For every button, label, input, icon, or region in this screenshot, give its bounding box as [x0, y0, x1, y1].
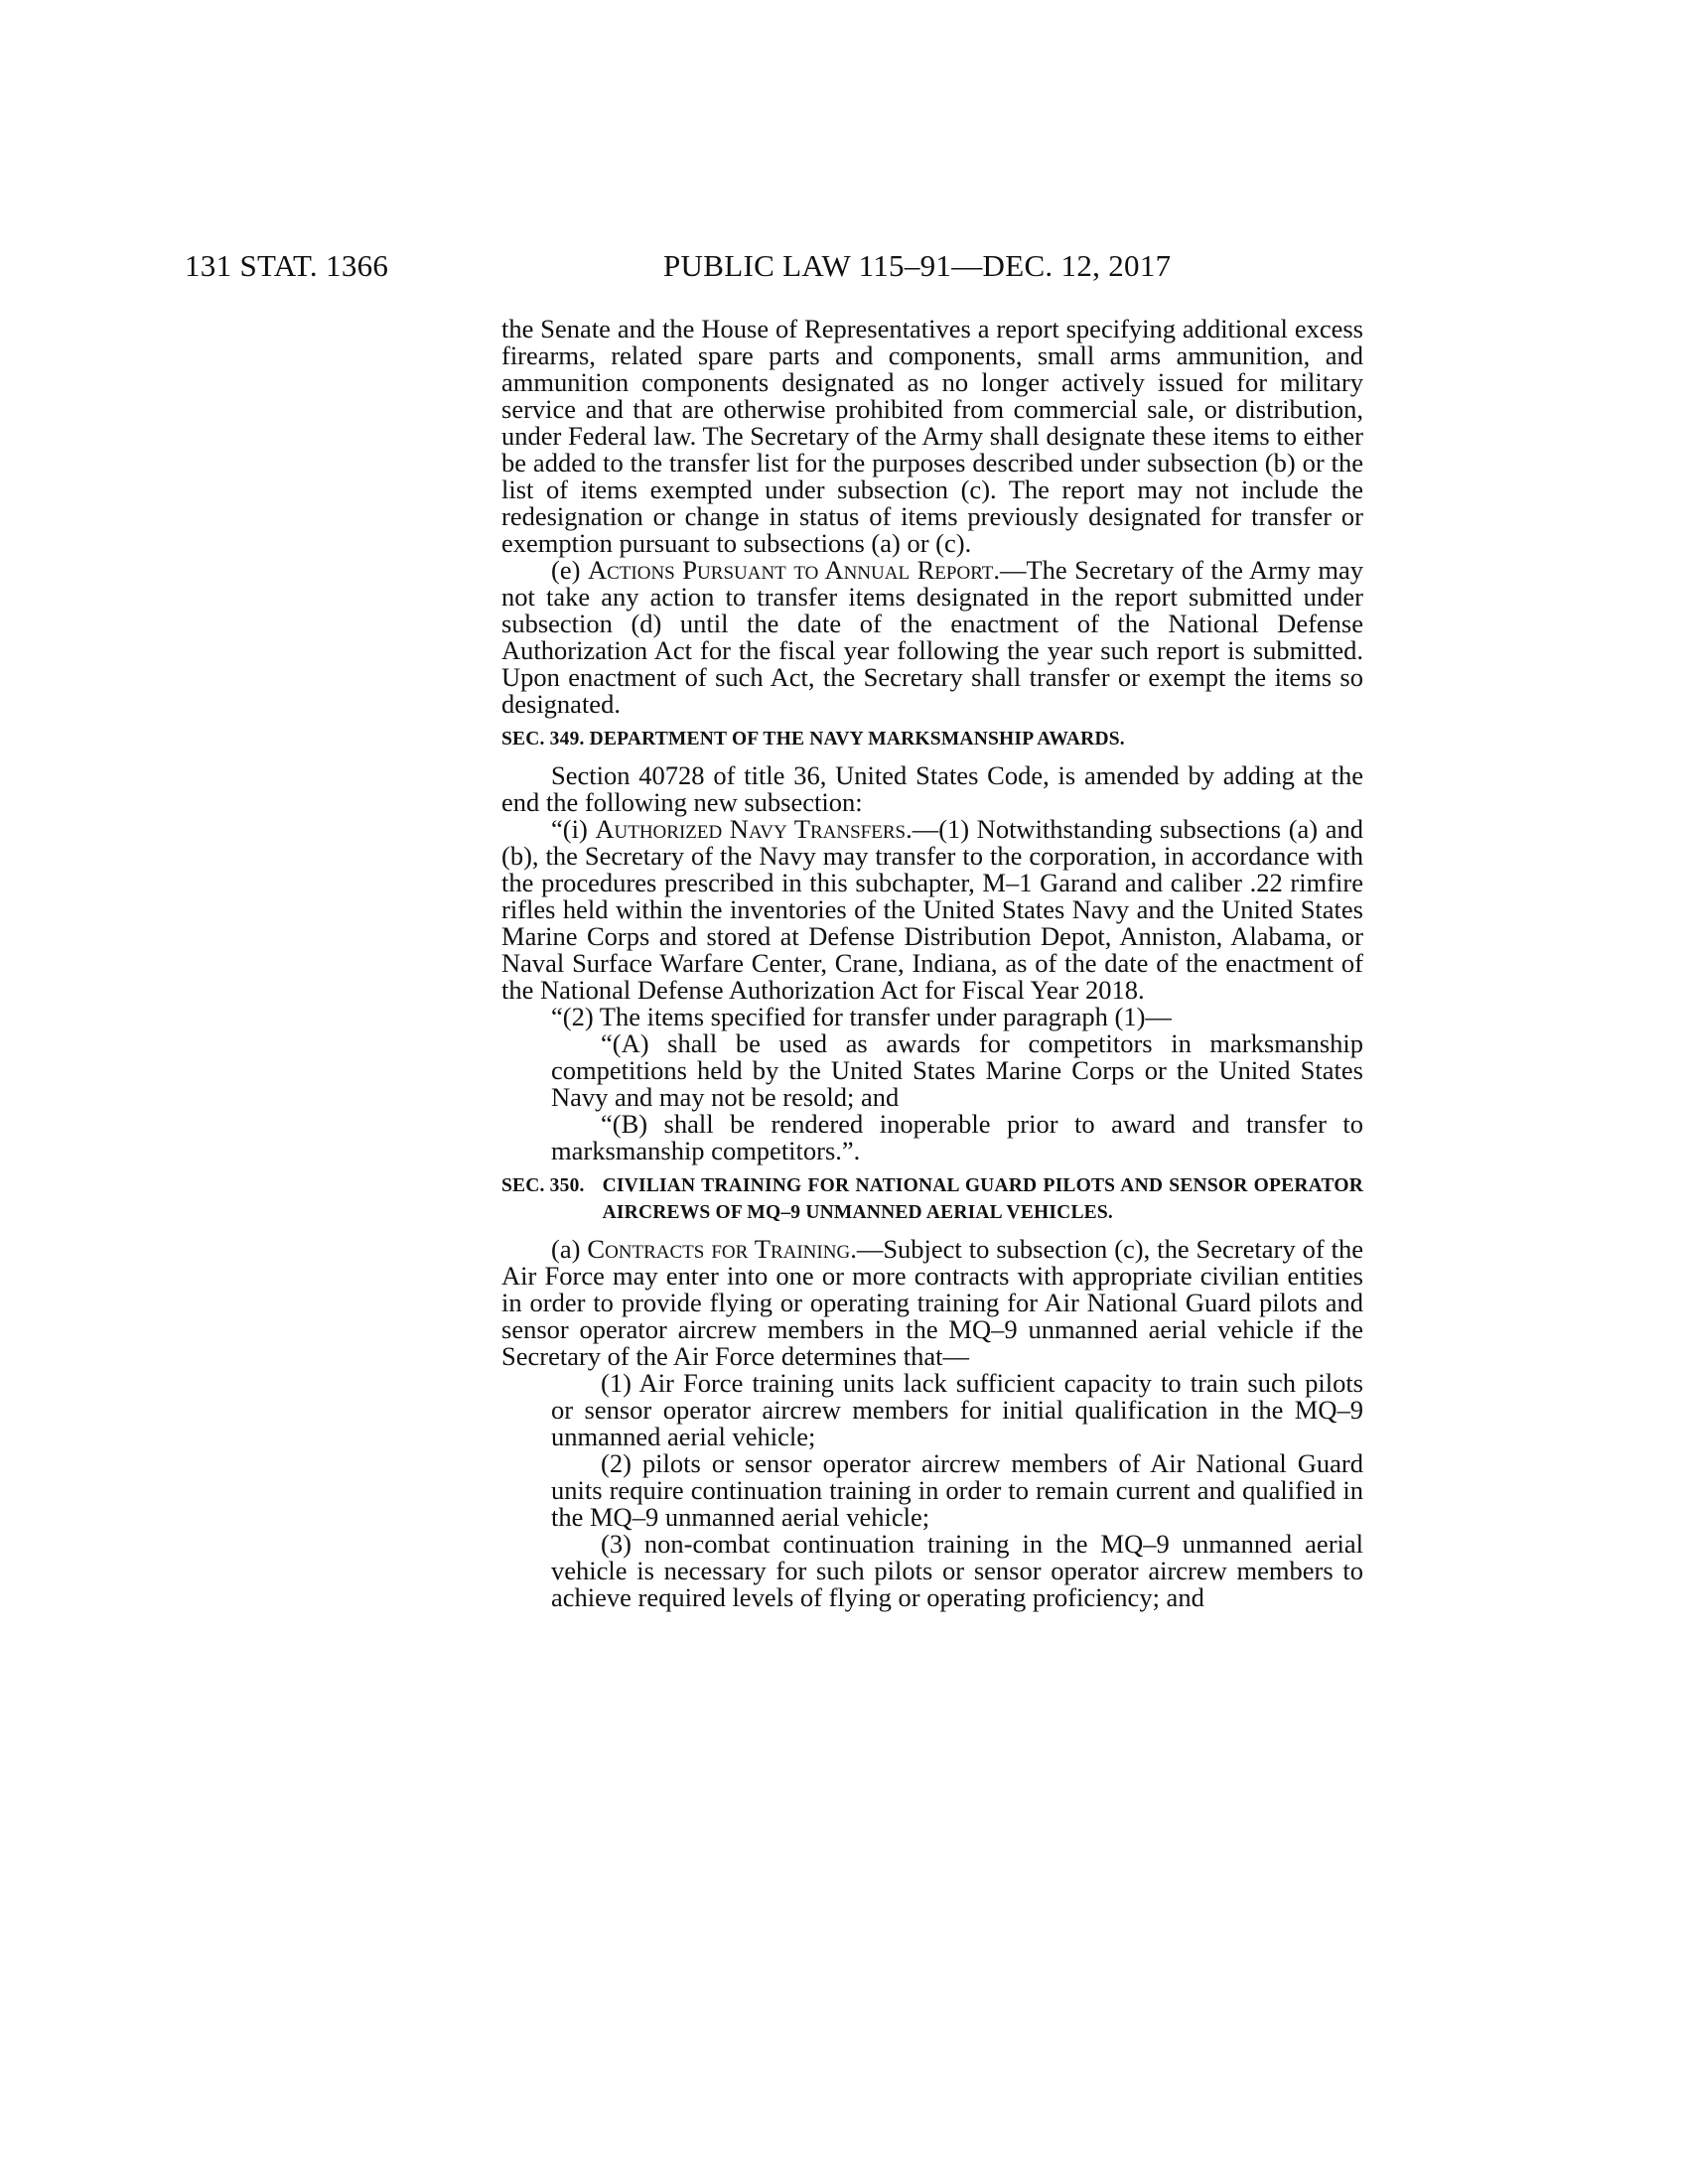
section-349-heading: SEC. 349. DEPARTMENT OF THE NAVY MARKSMANSHIP AWARDS.	[501, 729, 1125, 750]
subsection-a	[501, 1236, 1363, 1370]
subsection-i-text: .—(1) Notwithstanding subsections (a) and (b), the Secretary of the Navy may transfer to the corporation, in accordance with the procedures prescribed in this subchapter, M–1 Garand and caliber .22 rimfire rifles held within the inventories of the United States Navy and the United States Marine Corps and stored at Defense Distribution Depot, Anniston, Alabama, or Naval Surface Warfare Center, Crane, Indiana, as of the date of the enactment of the National Defense Authorization Act for Fiscal Year 2018.	[501, 814, 1363, 1005]
paragraph-2: “(2) The items specified for transfer under paragraph (1)—	[551, 1002, 1172, 1031]
subparagraph-a: “(A) shall be used as awards for competitors in marksmanship competitions held by the United States Marine Corps or the United States Navy and may not be resold; and	[551, 1028, 1363, 1112]
paragraph-report: the Senate and the House of Representatives a report specifying additional excess firearms, related spare parts and components, small arms ammunition, and ammunition components designated as no longer actively issued for military service and that are otherwise prohibited from commercial sale, or distribution, under Federal law. The Secretary of the Army shall designate these items to either be added to the transfer list for the purposes described under subsection (b) or the list of items exempted under subsection (c). The report may not include the redesignation or change in status of items previously designated for transfer or exemption pursuant to subsections (a) or (c).	[501, 314, 1363, 558]
statute-citation: 131 STAT. 1366	[185, 248, 389, 283]
paragraph-2-ang: (2) pilots or sensor operator aircrew members of Air National Guard units require continuation training in order to remain current and qualified in the MQ–9 unmanned aerial vehicle;	[551, 1448, 1363, 1532]
subsection-i-lead: “(i)	[551, 814, 596, 844]
subsection-e-lead: (e)	[551, 555, 588, 585]
subsection-a-text: .—Subject to subsection (c), the Secretary of the Air Force may enter into one or more contracts with appropriate civilian entities in order to provide flying or operating training for Air National Guard pilots and sensor operator aircrew members in the MQ–9 unmanned aerial vehicle if the Secretary of the Air Force determines that—	[501, 1234, 1363, 1371]
document-body	[501, 316, 1363, 1611]
subsection-a-caption: Contracts for Training	[587, 1234, 851, 1264]
subsection-e	[501, 557, 1363, 718]
paragraph-amendment: Section 40728 of title 36, United States Code, is amended by adding at the end the following new subsection:	[501, 760, 1363, 817]
subsection-i-caption: Authorized Navy Transfers	[595, 814, 907, 844]
subsection-i	[501, 816, 1363, 1004]
public-law-title: PUBLIC LAW 115–91—DEC. 12, 2017	[663, 248, 1172, 283]
subsection-e-caption: Actions Pursuant to Annual Report	[587, 555, 994, 585]
subparagraph-b: “(B) shall be rendered inoperable prior to award and transfer to marksmanship competitors.”.	[551, 1109, 1363, 1165]
paragraph-1: (1) Air Force training units lack sufficient capacity to train such pilots or sensor operator aircrew members for initial qualification in the MQ–9 unmanned aerial vehicle;	[551, 1368, 1363, 1451]
subsection-e-text: .—The Secretary of the Army may not take any action to transfer items designated in the report submitted under subsection (d) until the date of the enactment of the National Defense Authorization Act for the fiscal year following the year such report is submitted. Upon enactment of such Act, the Secretary shall transfer or exempt the items so designated.	[501, 555, 1363, 719]
section-350-title: CIVILIAN TRAINING FOR NATIONAL GUARD PILOTS AND SENSOR OPERATOR AIRCREWS OF MQ–9 UNMANNED AERIAL VEHICLES.	[602, 1175, 1363, 1223]
page-header	[0, 246, 1688, 286]
subsection-a-lead: (a)	[551, 1234, 588, 1264]
paragraph-3: (3) non-combat continuation training in the MQ–9 unmanned aerial vehicle is necessary for such pilots or sensor operator aircrew members to achieve required levels of flying or operating proficiency; and	[551, 1529, 1363, 1612]
section-350-heading	[501, 1172, 1363, 1226]
section-350-number: SEC. 350.	[501, 1175, 585, 1196]
